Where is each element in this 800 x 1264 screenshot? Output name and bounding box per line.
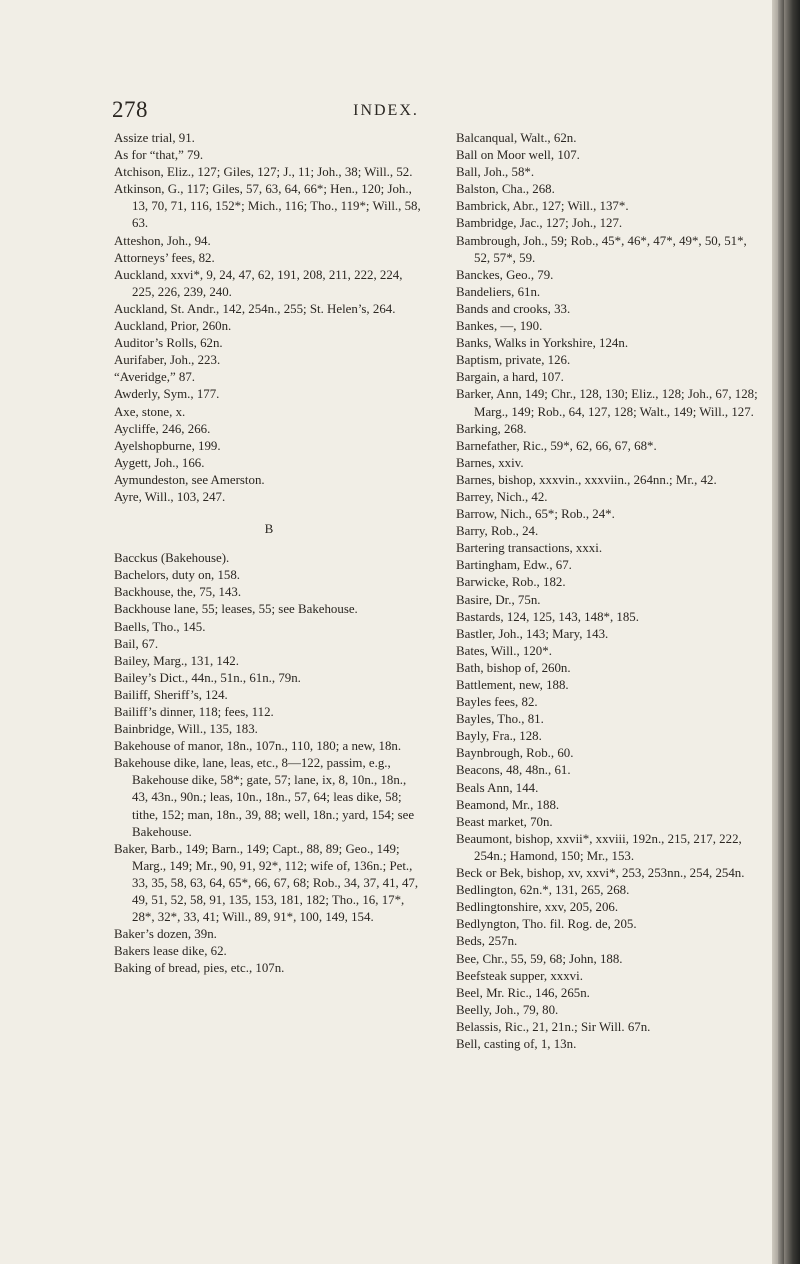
index-entry: Axe, stone, x. — [114, 404, 186, 419]
index-entry: Auckland, xxvi*, 9, 24, 47, 62, 191, 208, 211, 222, 224, 225, 226, 239, 240. — [114, 267, 403, 299]
index-entry: Bastler, Joh., 143; Mary, 143. — [456, 626, 609, 641]
index-entry: Bambridge, Jac., 127; Joh., 127. — [456, 216, 623, 231]
running-head: INDEX. — [353, 102, 419, 119]
index-entry: Ayre, Will., 103, 247. — [114, 489, 226, 504]
index-entry: Barker, Ann, 149; Chr., 128, 130; Eliz., 128; Joh., 67, 128; Marg., 149; Rob., 64, 127, 128; Walt., 149; Will., 127. — [456, 387, 758, 419]
index-entry: Beck or Bek, bishop, xv, xxvi*, 253, 253nn., 254, 254n. — [456, 866, 745, 881]
index-entry: Baker’s dozen, 39n. — [114, 927, 217, 942]
index-entry: Bedlington, 62n.*, 131, 265, 268. — [456, 883, 630, 898]
index-entry: Bail, 67. — [114, 636, 159, 651]
index-entry: Bandeliers, 61n. — [456, 284, 541, 299]
index-entry: Barking, 268. — [456, 421, 527, 436]
page-number: 278 — [112, 97, 148, 122]
index-entry: Auditor’s Rolls, 62n. — [114, 336, 223, 351]
index-entry: Battlement, new, 188. — [456, 678, 569, 692]
index-entry: Bakehouse of manor, 18n., 107n., 110, 180; a new, 18n. — [114, 739, 402, 754]
index-entry: Bartingham, Edw., 67. — [456, 558, 572, 573]
index-entry: As for “that,” 79. — [114, 148, 204, 163]
index-entry: Baptism, private, 126. — [456, 353, 571, 368]
index-entry: Aurifaber, Joh., 223. — [114, 353, 221, 368]
index-entry: Beel, Mr. Ric., 146, 265n. — [456, 985, 590, 1000]
index-entry: Bastards, 124, 125, 143, 148*, 185. — [456, 609, 639, 624]
index-entry: Bath, bishop of, 260n. — [456, 660, 571, 675]
index-entry: Bailey, Marg., 131, 142. — [114, 653, 239, 668]
index-entry: Bacckus (Bakehouse). — [114, 551, 230, 566]
index-entry: Auckland, St. Andr., 142, 254n., 255; St. Helen’s, 264. — [114, 301, 396, 316]
index-entry: Banks, Walks in Yorkshire, 124n. — [456, 336, 629, 351]
index-entry: Awderly, Sym., 177. — [114, 387, 220, 402]
index-entry: Bailiff, Sheriff’s, 124. — [114, 687, 228, 702]
index-entry: Barnes, xxiv. — [456, 455, 524, 470]
index-entry: Bainbridge, Will., 135, 183. — [114, 722, 258, 737]
index-entry: Backhouse, the, 75, 143. — [114, 585, 242, 600]
index-entry: Bambrough, Joh., 59; Rob., 45*, 46*, 47*, 49*, 50, 51*, 52, 57*, 59. — [456, 233, 747, 265]
index-entry: Beast market, 70n. — [456, 814, 553, 829]
index-entry: Bargain, a hard, 107. — [456, 370, 564, 385]
index-entry: Beacons, 48, 48n., 61. — [456, 763, 571, 778]
index-entry: Barnefather, Ric., 59*, 62, 66, 67, 68*. — [456, 438, 657, 453]
index-entry: Atteshon, Joh., 94. — [114, 233, 211, 248]
index-entry: Beelly, Joh., 79, 80. — [456, 1002, 559, 1017]
index-entry: Bee, Chr., 55, 59, 68; John, 188. — [456, 951, 623, 966]
index-entry: “Averidge,” 87. — [114, 370, 196, 385]
index-entry: Bayly, Fra., 128. — [456, 729, 542, 744]
index-entry: Atkinson, G., 117; Giles, 57, 63, 64, 66*; Hen., 120; Joh., 13, 70, 71, 116, 152*; Mich., 116; Tho., 119*; Will., 58, 63. — [114, 182, 421, 231]
index-entry: Bates, Will., 120*. — [456, 643, 552, 658]
index-entry: Bailey’s Dict., 44n., 51n., 61n., 79n. — [114, 670, 301, 685]
index-entry: Baynbrough, Rob., 60. — [456, 746, 574, 761]
index-entry: Aycliffe, 246, 266. — [114, 421, 211, 436]
index-entry: Assize trial, 91. — [114, 131, 195, 145]
index-entry: Beds, 257n. — [456, 934, 518, 949]
index-column-left — [114, 130, 424, 978]
index-entry: Bell, casting of, 1, 13n. — [456, 1036, 577, 1051]
index-entry: Bankes, —, 190. — [456, 319, 543, 334]
index-entry: Bakehouse dike, lane, leas, etc., 8—122, passim, e.g., Bakehouse dike, 58*; gate, 57; lane, ix, 8, 10n., 18n., 43, 43n., 90n.; leas, 10n., 18n., 57, 64; leas dike, 58; tithe, 152; man, 18n., 39, 88; well, 18n.; yard, 154; see Bakehouse. — [114, 756, 415, 839]
index-entry: Ball, Joh., 58*. — [456, 165, 535, 180]
index-entry: Barnes, bishop, xxxvin., xxxviin., 264nn.; Mr., 42. — [456, 472, 717, 487]
index-entry: Bedlyngton, Tho. fil. Rog. de, 205. — [456, 917, 637, 932]
index-entry: Aygett, Joh., 166. — [114, 455, 205, 470]
index-entry: Balston, Cha., 268. — [456, 182, 555, 197]
index-entry: Bachelors, duty on, 158. — [114, 568, 241, 583]
index-entry: Baells, Tho., 145. — [114, 619, 206, 634]
index-entry: Bands and crooks, 33. — [456, 301, 571, 316]
index-entry: Beamond, Mr., 188. — [456, 797, 560, 812]
book-binding-edge — [772, 0, 800, 1264]
index-entry: Atchison, Eliz., 127; Giles, 127; J., 11; Joh., 38; Will., 52. — [114, 165, 413, 180]
index-entry: Bedlingtonshire, xxv, 205, 206. — [456, 900, 619, 915]
index-entry: Bambrick, Abr., 127; Will., 137*. — [456, 199, 629, 214]
index-entry: Baker, Barb., 149; Barn., 149; Capt., 88, 89; Geo., 149; Marg., 149; Mr., 90, 91, 92*, 112; wife of, 136n.; Pet., 33, 35, 58, 63, 64, 65*, 66, 67, 68; Rob., 34, 37, 41, 47, 49, 51, 52, 58, 91, 135, 153, 181, 182; Tho., 16, 17*, 28*, 32*, 33, 41; Will., 89, 91*, 100, 149, 154. — [114, 841, 419, 925]
index-entry: Backhouse lane, 55; leases, 55; see Bakehouse. — [114, 602, 358, 617]
index-entry: Beaumont, bishop, xxvii*, xxviii, 192n., 215, 217, 222, 254n.; Hamond, 150; Mr., 153. — [456, 831, 742, 863]
index-entry: Basire, Dr., 75n. — [456, 592, 541, 607]
index-entry: Barrey, Nich., 42. — [456, 489, 548, 504]
index-section-letter: B — [264, 521, 274, 537]
index-entry: Aymundeston, see Amerston. — [114, 472, 265, 487]
index-entry: Barry, Rob., 24. — [456, 524, 539, 539]
index-entry: Bakers lease dike, 62. — [114, 944, 227, 959]
index-entry: Barrow, Nich., 65*; Rob., 24*. — [456, 507, 615, 522]
index-entry: Ayelshopburne, 199. — [114, 438, 221, 453]
index-entry: Banckes, Geo., 79. — [456, 267, 554, 282]
index-entry: Beals Ann, 144. — [456, 780, 539, 795]
index-entry: Bayles, Tho., 81. — [456, 712, 544, 727]
index-entry: Ball on Moor well, 107. — [456, 148, 580, 163]
index-entry: Attorneys’ fees, 82. — [114, 250, 215, 265]
index-entry: Balcanqual, Walt., 62n. — [456, 131, 577, 145]
index-entry: Bayles fees, 82. — [456, 695, 538, 710]
index-column-right — [456, 130, 766, 1053]
index-entry: Auckland, Prior, 260n. — [114, 319, 232, 334]
index-entry: Beefsteak supper, xxxvi. — [456, 968, 583, 983]
index-entry: Bailiff’s dinner, 118; fees, 112. — [114, 705, 274, 719]
index-entry: Baking of bread, pies, etc., 107n. — [114, 961, 285, 976]
index-entry: Barwicke, Rob., 182. — [456, 575, 566, 590]
index-entry: Belassis, Ric., 21, 21n.; Sir Will. 67n. — [456, 1019, 651, 1034]
index-entry: Bartering transactions, xxxi. — [456, 541, 603, 556]
